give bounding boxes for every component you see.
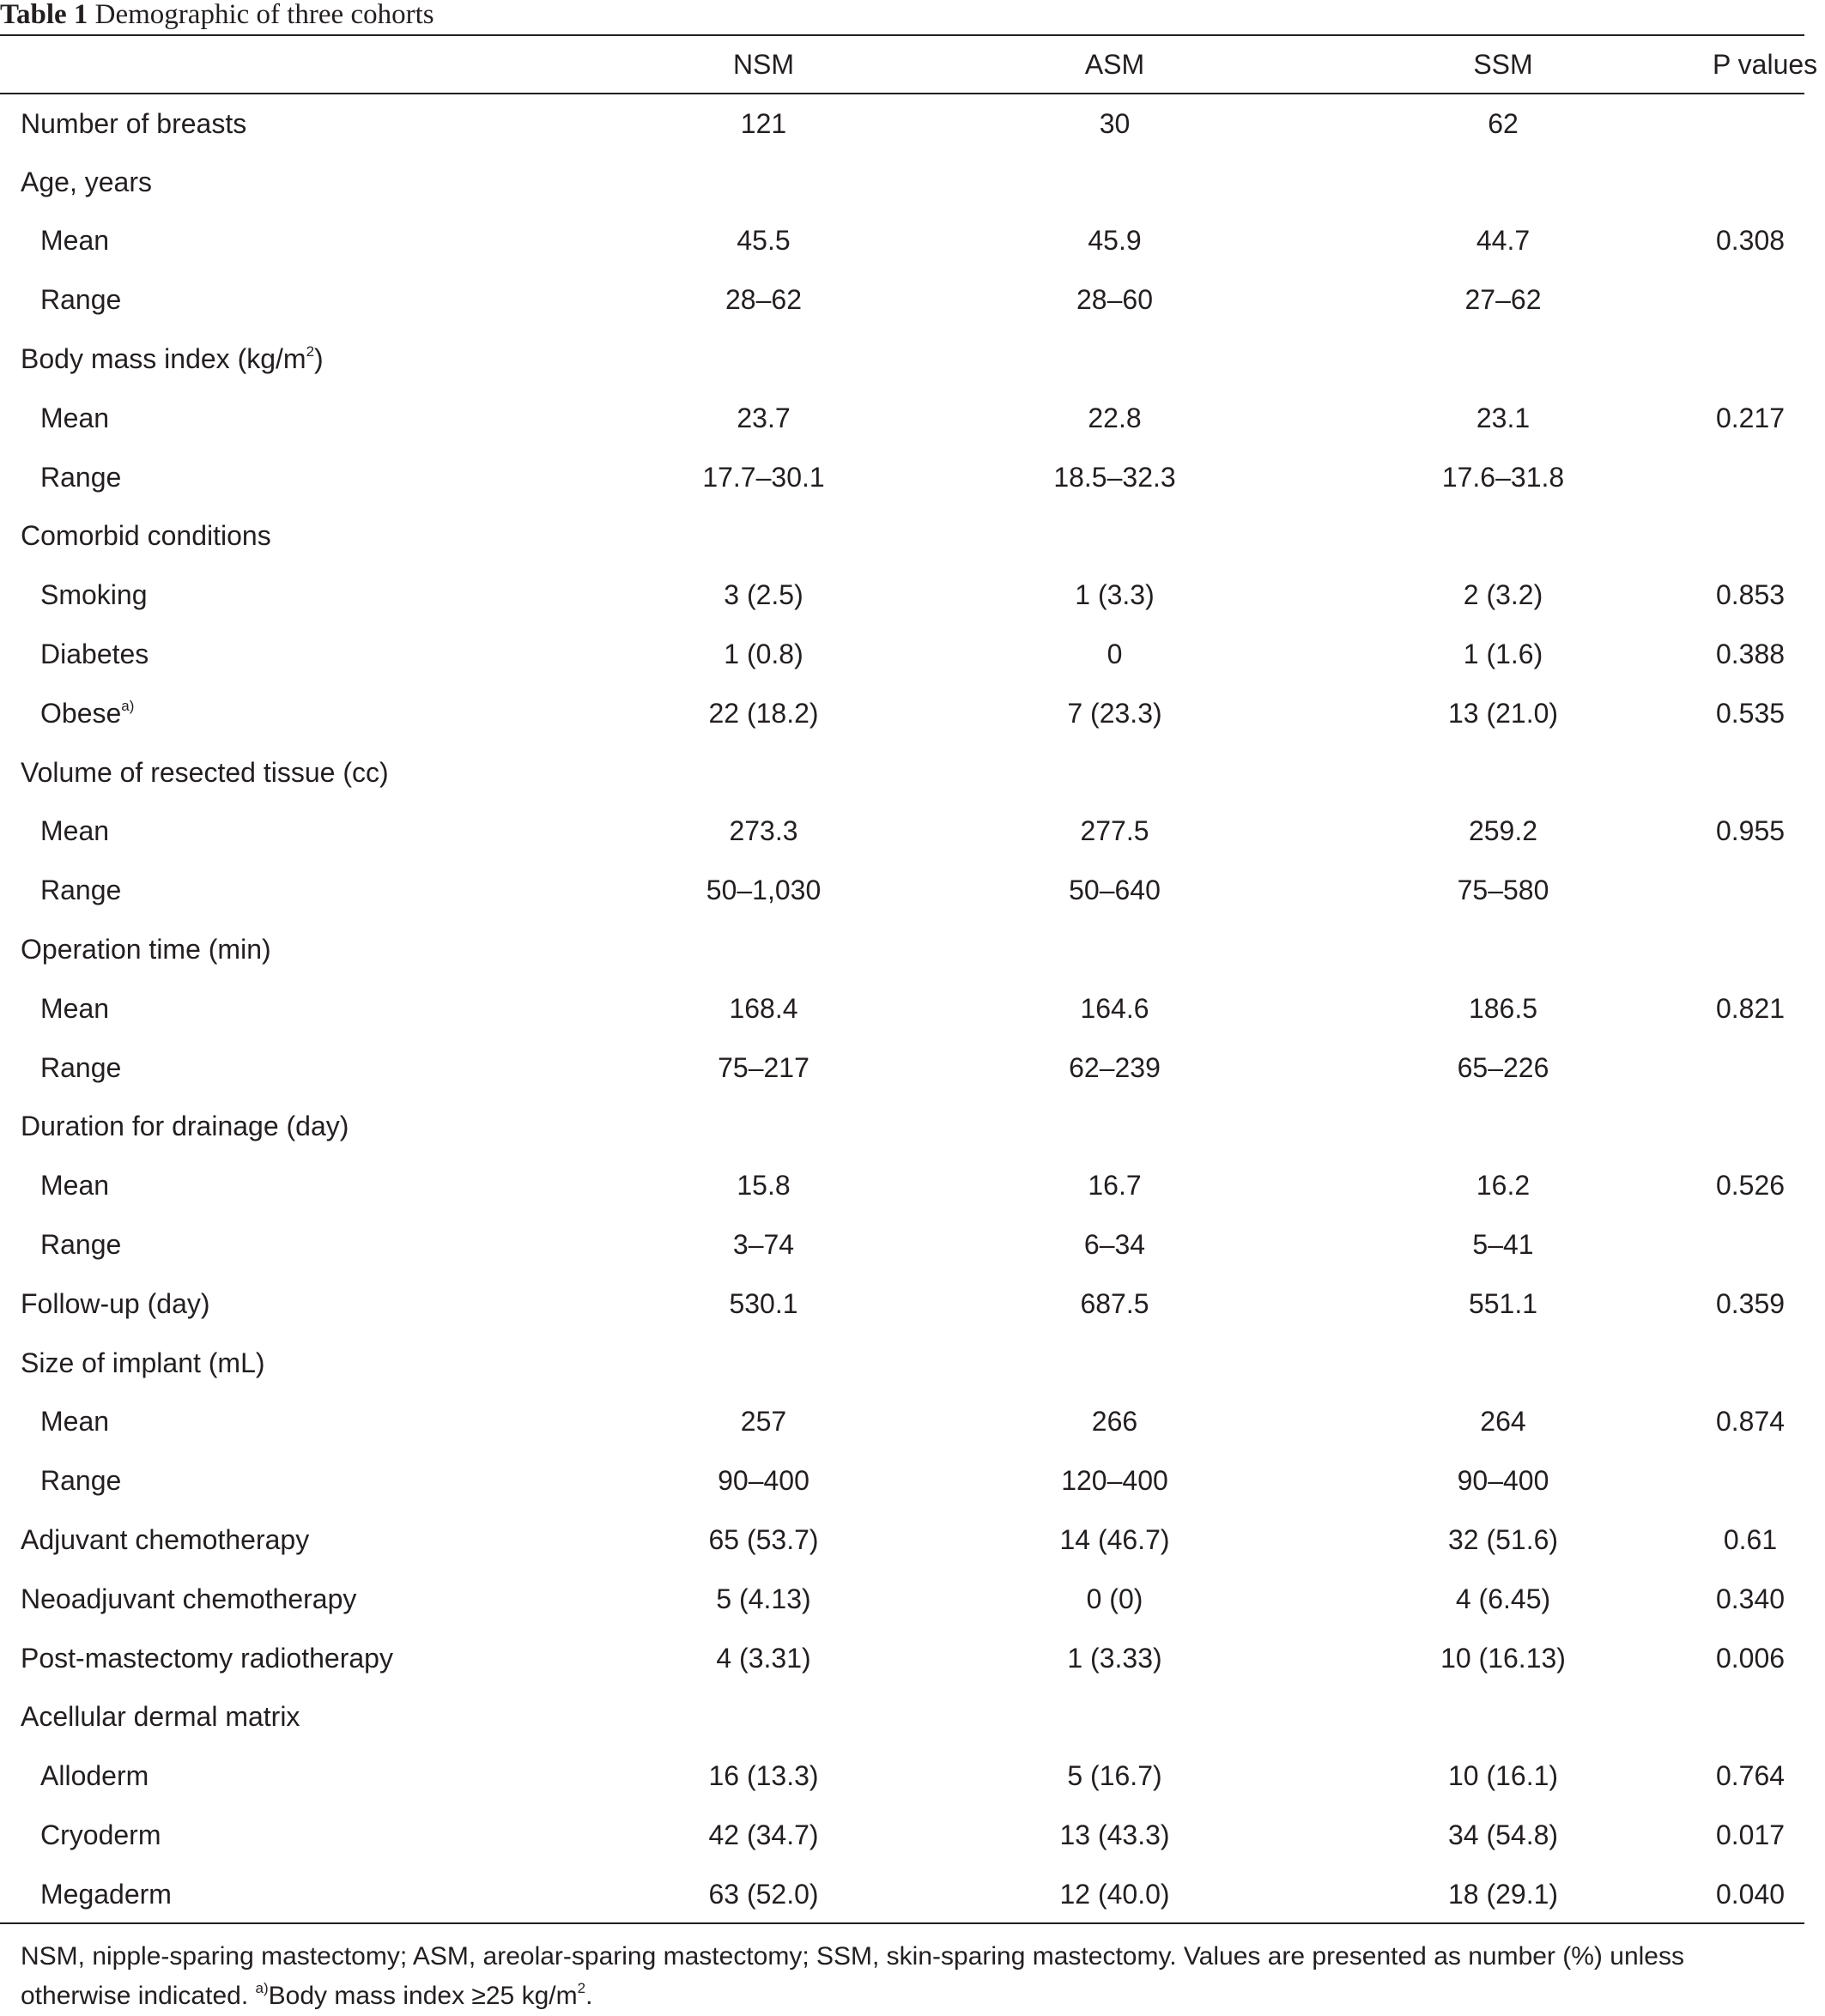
column-header-label [0,36,591,94]
ssm-cell [1294,920,1713,979]
row-label: Cryoderm [40,1819,161,1850]
row-label-cell [0,1156,591,1215]
p-value-cell [1713,684,1825,743]
table-row [0,1570,1825,1629]
row-label: Number of breasts [21,108,247,140]
ssm-cell [1294,1098,1713,1157]
asm-cell: 45.9 [1088,225,1142,257]
asm-cell: 0 (0) [1086,1583,1143,1614]
asm-cell: 14 (46.7) [1059,1524,1170,1556]
p-value-cell [1713,1806,1825,1865]
footnote-tail-text: Body mass index ≥25 kg/m [268,1982,578,2010]
table-row [0,1510,1825,1570]
row-label-cell [0,861,591,920]
row-label-cell [0,1334,591,1393]
ssm-cell [1294,153,1713,212]
caption-label: Table 1 [0,0,88,30]
ssm-cell: 16.2 [1476,1170,1531,1202]
asm-cell: 18.5–32.3 [1053,461,1176,493]
row-label: Age, years [21,166,152,197]
nsm-cell: 65 (53.7) [708,1524,819,1556]
table-row [0,448,1825,507]
table-row [0,94,1825,153]
row-label: Acellular dermal matrix [21,1701,300,1733]
row-label: Mean [40,815,110,847]
footnote-text: NSM, nipple-sparing mastectomy; ASM, areolar-sparing mastectomy; SSM, skin-sparing mastectomy. Values are presented as number (%) unless otherwise indicated. [21,1942,1684,2010]
asm-cell [936,1098,1294,1157]
row-label-cell [0,1274,591,1334]
table-row [0,1747,1825,1806]
column-header-p-values: P values [1713,49,1818,80]
ssm-cell: 4 (6.45) [1455,1583,1551,1614]
p-value-cell [1713,1629,1825,1688]
row-label-cell [0,389,591,448]
row-label-cell [0,802,591,862]
ssm-cell: 90–400 [1457,1465,1549,1497]
nsm-cell [591,743,936,802]
row-label-cell [0,1215,591,1274]
p-value-cell [1713,212,1825,271]
row-label: Obese [40,697,122,729]
row-label-cell [0,1098,591,1157]
asm-cell: 22.8 [1088,402,1142,433]
p-value-cell [1713,1156,1825,1215]
row-label: Mean [40,1406,110,1438]
row-label-cell [0,920,591,979]
column-header-ssm: SSM [1473,49,1533,80]
row-label: Mean [40,225,110,257]
p-value-cell [1713,979,1825,1038]
asm-cell: 120–400 [1061,1465,1168,1497]
table-row [0,920,1825,979]
asm-cell: 62–239 [1069,1051,1161,1083]
row-label-suffix: ) [314,343,324,375]
ssm-cell: 5–41 [1472,1229,1534,1261]
nsm-cell [591,153,936,212]
table-row [0,389,1825,448]
p-value-cell [1713,625,1825,684]
nsm-cell: 15.8 [737,1170,791,1202]
nsm-cell: 22 (18.2) [708,697,819,729]
p-value-cell [1713,920,1825,979]
p-value-cell [1713,566,1825,625]
p-value-cell [1713,1098,1825,1157]
row-label-cell [0,1510,591,1570]
p-value-cell [1713,1865,1825,1924]
p-value: 0.955 [1715,815,1786,847]
p-value-cell [1713,802,1825,862]
row-label: Range [40,1229,122,1261]
asm-cell: 12 (40.0) [1059,1878,1170,1910]
nsm-cell: 90–400 [718,1465,809,1497]
row-label-cell [0,270,591,330]
p-value-cell [1713,861,1825,920]
nsm-cell [591,1098,936,1157]
row-label-cell [0,1688,591,1747]
ssm-cell: 65–226 [1457,1051,1549,1083]
row-label-cell [0,1865,591,1924]
ssm-cell: 1 (1.6) [1463,639,1543,670]
row-label: Smoking [40,579,148,611]
row-label-cell [0,979,591,1038]
asm-cell: 0 [1107,639,1123,670]
row-label: Range [40,284,122,316]
asm-cell [936,743,1294,802]
table-caption [0,0,434,29]
p-value-cell [1713,1274,1825,1334]
table-row [0,625,1825,684]
nsm-cell: 28–62 [725,284,802,316]
asm-cell: 687.5 [1080,1287,1149,1319]
row-label-cell [0,1393,591,1452]
p-value-cell [1713,1451,1825,1510]
p-value: 0.874 [1715,1406,1786,1438]
p-value: 0.61 [1723,1524,1778,1556]
p-value-cell [1713,1215,1825,1274]
table-row [0,1274,1825,1334]
p-value: 0.006 [1715,1642,1786,1674]
nsm-cell [591,920,936,979]
table-row [0,212,1825,271]
ssm-cell [1294,1688,1713,1747]
nsm-cell: 50–1,030 [706,875,822,906]
nsm-cell: 17.7–30.1 [702,461,825,493]
row-label-cell [0,1747,591,1806]
asm-cell [936,1334,1294,1393]
nsm-cell: 168.4 [729,992,798,1024]
ssm-cell: 186.5 [1468,992,1538,1024]
row-label: Range [40,1465,122,1497]
p-value: 0.017 [1715,1819,1786,1850]
p-value-cell [1713,1334,1825,1393]
asm-cell: 1 (3.33) [1067,1642,1162,1674]
row-label: Mean [40,992,110,1024]
row-label: Mean [40,402,110,433]
asm-cell: 164.6 [1080,992,1149,1024]
nsm-cell: 63 (52.0) [708,1878,819,1910]
p-value: 0.359 [1715,1287,1786,1319]
ssm-cell: 75–580 [1457,875,1549,906]
row-label: Alloderm [40,1760,149,1792]
table-row [0,566,1825,625]
row-label-cell [0,1629,591,1688]
ssm-cell: 551.1 [1468,1287,1538,1319]
nsm-cell: 121 [740,108,787,140]
p-value: 0.040 [1715,1878,1786,1910]
ssm-cell [1294,330,1713,389]
row-label: Duration for drainage (day) [21,1111,349,1142]
nsm-cell: 273.3 [729,815,798,847]
row-label: Range [40,1051,122,1083]
ssm-cell: 23.1 [1476,402,1531,433]
row-label-cell [0,1451,591,1510]
ssm-cell: 2 (3.2) [1463,579,1543,611]
row-label: Mean [40,1170,110,1202]
row-label: Post-mastectomy radiotherapy [21,1642,393,1674]
row-label-superscript: a) [121,698,135,715]
nsm-cell: 23.7 [737,402,791,433]
column-header-asm: ASM [1084,49,1145,80]
p-value: 0.853 [1715,579,1786,611]
column-header-nsm: NSM [732,49,795,80]
nsm-cell: 45.5 [737,225,791,257]
row-label-cell [0,566,591,625]
table-row [0,153,1825,212]
row-label-cell [0,1570,591,1629]
table-row [0,1451,1825,1510]
p-value-cell [1713,507,1825,566]
table-row [0,1688,1825,1747]
asm-cell: 1 (3.3) [1075,579,1155,611]
asm-cell: 6–34 [1083,1229,1146,1261]
nsm-cell: 1 (0.8) [724,639,803,670]
nsm-cell [591,1688,936,1747]
p-value: 0.535 [1715,697,1786,729]
p-value: 0.821 [1715,992,1786,1024]
p-value: 0.340 [1715,1583,1786,1614]
ssm-cell: 10 (16.13) [1440,1642,1566,1674]
nsm-cell: 5 (4.13) [716,1583,811,1614]
row-label-cell [0,507,591,566]
ssm-cell: 10 (16.1) [1447,1760,1559,1792]
p-value: 0.764 [1715,1760,1786,1792]
row-label-cell [0,1806,591,1865]
p-value-cell [1713,270,1825,330]
p-value-cell [1713,94,1825,153]
p-value-cell [1713,743,1825,802]
row-label: Range [40,875,122,906]
nsm-cell: 75–217 [718,1051,809,1083]
footnote-tail-end: . [585,1982,593,2010]
p-value-cell [1713,1747,1825,1806]
asm-cell [936,920,1294,979]
row-label-cell [0,448,591,507]
p-value-cell [1713,448,1825,507]
nsm-cell: 4 (3.31) [716,1642,811,1674]
table-row [0,1806,1825,1865]
asm-cell: 30 [1099,108,1131,140]
asm-cell [936,330,1294,389]
row-label: Volume of resected tissue (cc) [21,756,389,788]
row-label: Range [40,461,122,493]
row-label: Size of implant (mL) [21,1347,265,1378]
row-label-cell [0,94,591,153]
p-value-cell [1713,1038,1825,1098]
row-label: Body mass index (kg/m [21,343,306,375]
ssm-cell: 17.6–31.8 [1441,461,1565,493]
table-footnote [21,1937,1789,2016]
ssm-cell: 264 [1480,1406,1526,1438]
p-value-cell [1713,389,1825,448]
row-label-cell [0,153,591,212]
row-label: Comorbid conditions [21,520,271,552]
ssm-cell: 32 (51.6) [1447,1524,1559,1556]
asm-cell: 28–60 [1076,284,1153,316]
table-row [0,979,1825,1038]
p-value-cell [1713,330,1825,389]
row-label-cell [0,330,591,389]
table-row [0,1629,1825,1688]
nsm-cell [591,330,936,389]
row-label-cell [0,743,591,802]
asm-cell: 266 [1091,1406,1138,1438]
header-row [0,36,1825,94]
row-label-cell [0,625,591,684]
ssm-cell: 62 [1488,108,1519,140]
asm-cell [936,153,1294,212]
asm-cell: 16.7 [1088,1170,1142,1202]
table-body [0,94,1825,1924]
asm-cell: 277.5 [1080,815,1149,847]
table-row [0,1393,1825,1452]
asm-cell: 50–640 [1069,875,1161,906]
table-row [0,861,1825,920]
caption-title: Demographic of three cohorts [94,0,434,30]
nsm-cell: 3–74 [732,1229,795,1261]
p-value: 0.388 [1715,639,1786,670]
table-row [0,684,1825,743]
table-row [0,1038,1825,1098]
table-row [0,270,1825,330]
footnote-marker: a) [255,1980,269,1996]
table-row [0,507,1825,566]
table-row [0,1215,1825,1274]
table-row [0,330,1825,389]
table-row [0,1334,1825,1393]
asm-cell [936,507,1294,566]
nsm-cell: 530.1 [729,1287,798,1319]
row-label-cell [0,1038,591,1098]
nsm-cell: 257 [740,1406,787,1438]
asm-cell: 13 (43.3) [1059,1819,1170,1850]
row-label: Diabetes [40,639,149,670]
table-row [0,1156,1825,1215]
p-value: 0.308 [1715,225,1786,257]
ssm-cell: 27–62 [1464,284,1542,316]
asm-cell: 7 (23.3) [1067,697,1162,729]
p-value-cell [1713,1688,1825,1747]
table-row [0,1098,1825,1157]
ssm-cell: 34 (54.8) [1447,1819,1559,1850]
ssm-cell: 13 (21.0) [1447,697,1559,729]
p-value-cell [1713,1570,1825,1629]
nsm-cell [591,1334,936,1393]
nsm-cell: 42 (34.7) [708,1819,819,1850]
table-row [0,1865,1825,1924]
ssm-cell [1294,1334,1713,1393]
p-value: 0.526 [1715,1170,1786,1202]
row-label-cell [0,684,591,743]
p-value-cell [1713,1393,1825,1452]
asm-cell: 5 (16.7) [1067,1760,1162,1792]
p-value-cell [1713,1510,1825,1570]
ssm-cell [1294,507,1713,566]
footnote-tail-sup: 2 [577,1980,586,1996]
row-label: Neoadjuvant chemotherapy [21,1583,357,1614]
demographics-table [0,36,1825,1924]
nsm-cell [591,507,936,566]
row-label-superscript: 2 [306,343,315,360]
row-label-cell [0,212,591,271]
nsm-cell: 16 (13.3) [708,1760,819,1792]
asm-cell [936,1688,1294,1747]
ssm-cell: 259.2 [1468,815,1538,847]
table-row [0,802,1825,862]
ssm-cell [1294,743,1713,802]
p-value-cell [1713,153,1825,212]
row-label: Operation time (min) [21,934,271,966]
ssm-cell: 18 (29.1) [1447,1878,1559,1910]
row-label: Adjuvant chemotherapy [21,1524,310,1556]
ssm-cell: 44.7 [1476,225,1531,257]
p-value: 0.217 [1715,402,1786,433]
row-label: Megaderm [40,1878,172,1910]
row-label: Follow-up (day) [21,1287,210,1319]
nsm-cell: 3 (2.5) [724,579,803,611]
table-row [0,743,1825,802]
